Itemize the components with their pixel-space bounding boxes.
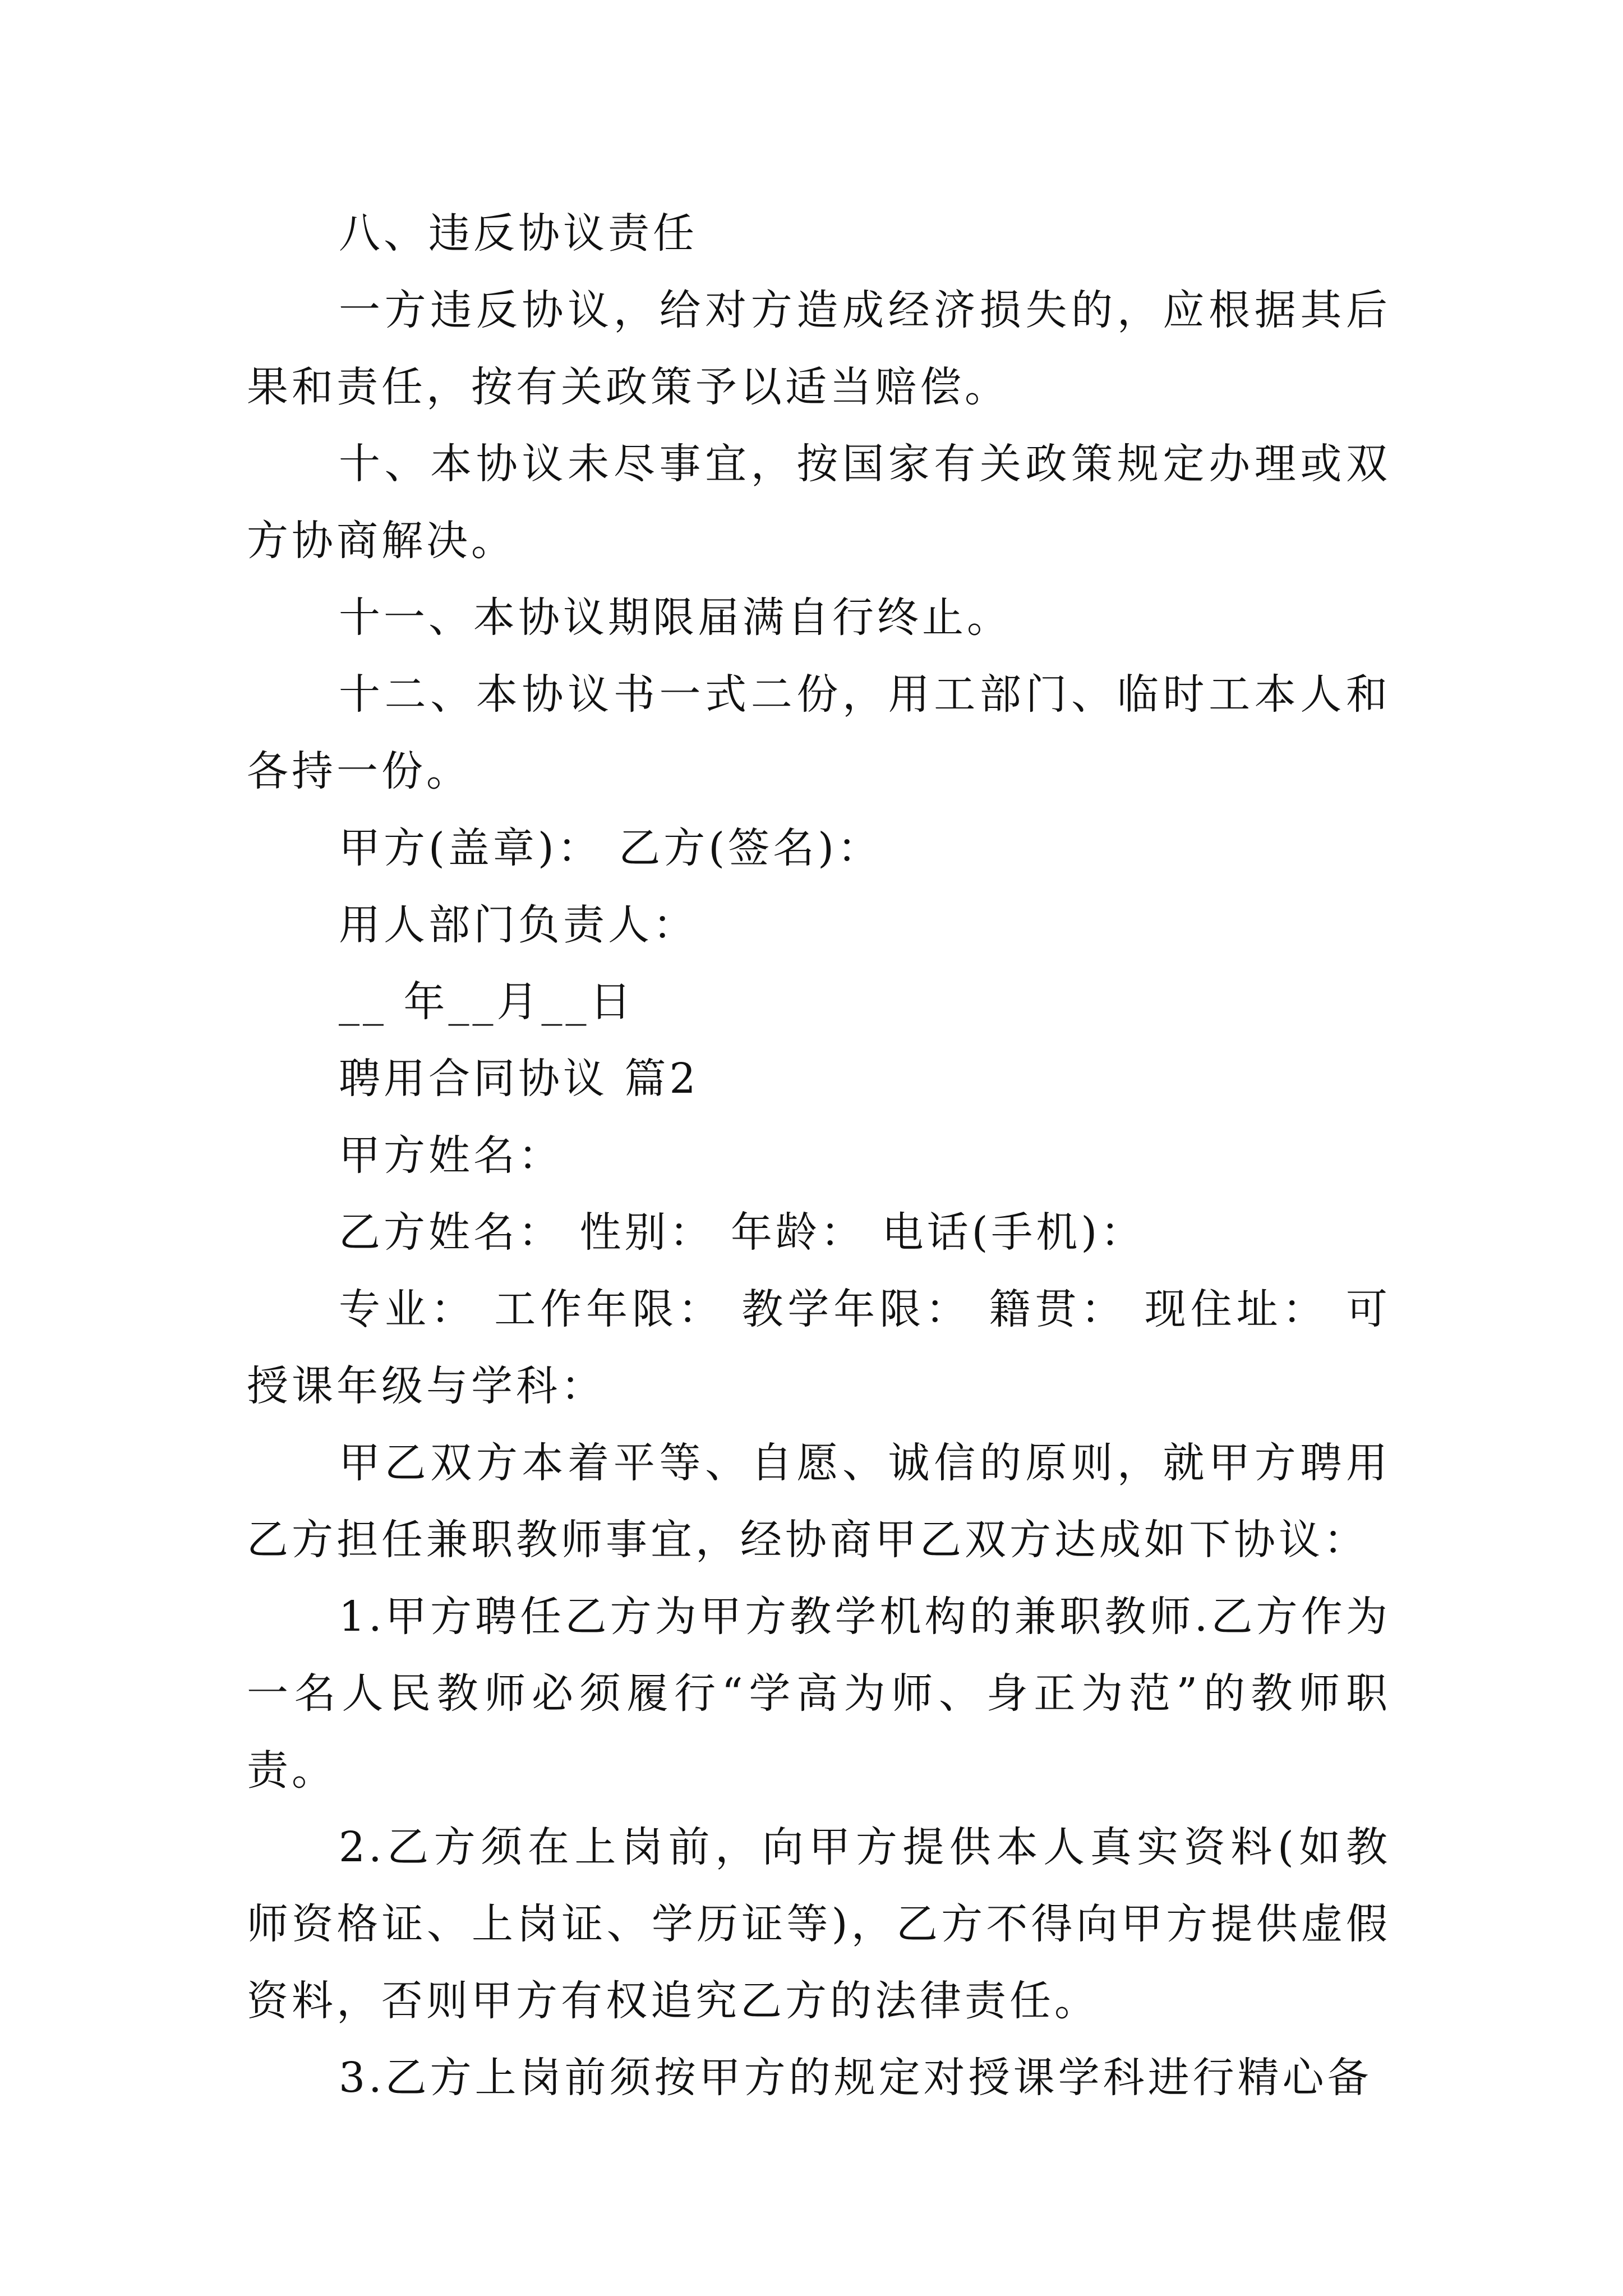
party-a-name-field: 甲方姓名： [339, 1131, 563, 1180]
clause-12: 十二、本协议书一式二份，用工部门、临时工本人和各持一份。 [247, 670, 1391, 795]
party-b-profession-fields: 专业： 工作年限： 教学年限： 籍贯： 现住址： 可授课年级与学科： [247, 1285, 1391, 1410]
paragraph-breach-liability: 一方违反协议，给对方造成经济损失的，应根据其后果和责任，按有关政策予以适当赔偿。 [247, 286, 1391, 411]
party-b-info-fields: 乙方姓名： 性别： 年龄： 电话(手机)： [339, 1208, 1146, 1257]
signature-line-parties: 甲方(盖章)： 乙方(签名)： [339, 824, 883, 872]
signature-line-department-head: 用人部门负责人： [339, 901, 698, 949]
section-title-part-2: 聘用合同协议 篇2 [339, 1055, 699, 1103]
agreement-preamble: 甲乙双方本着平等、自愿、诚信的原则，就甲方聘用乙方担任兼职教师事宜，经协商甲乙双方达成如下协议： [247, 1439, 1391, 1564]
date-line: __ 年__月__日 [339, 978, 635, 1026]
clause-11: 十一、本协议期限届满自行终止。 [339, 593, 1012, 642]
document-body [247, 195, 1391, 2116]
clause-1: 1.甲方聘任乙方为甲方教学机构的兼职教师.乙方作为一名人民教师必须履行“学高为师、身正为范”的教师职责。 [247, 1593, 1391, 1795]
clause-2: 2.乙方须在上岗前，向甲方提供本人真实资料(如教师资格证、上岗证、学历证等)，乙方不得向甲方提供虚假资料，否则甲方有权追究乙方的法律责任。 [247, 1823, 1391, 2025]
clause-3: 3.乙方上岗前须按甲方的规定对授课学科进行精心备 [339, 2054, 1372, 2102]
clause-10: 十、本协议未尽事宜，按国家有关政策规定办理或双方协商解决。 [247, 440, 1391, 565]
clause-heading-8: 八、违反协议责任 [339, 209, 698, 257]
